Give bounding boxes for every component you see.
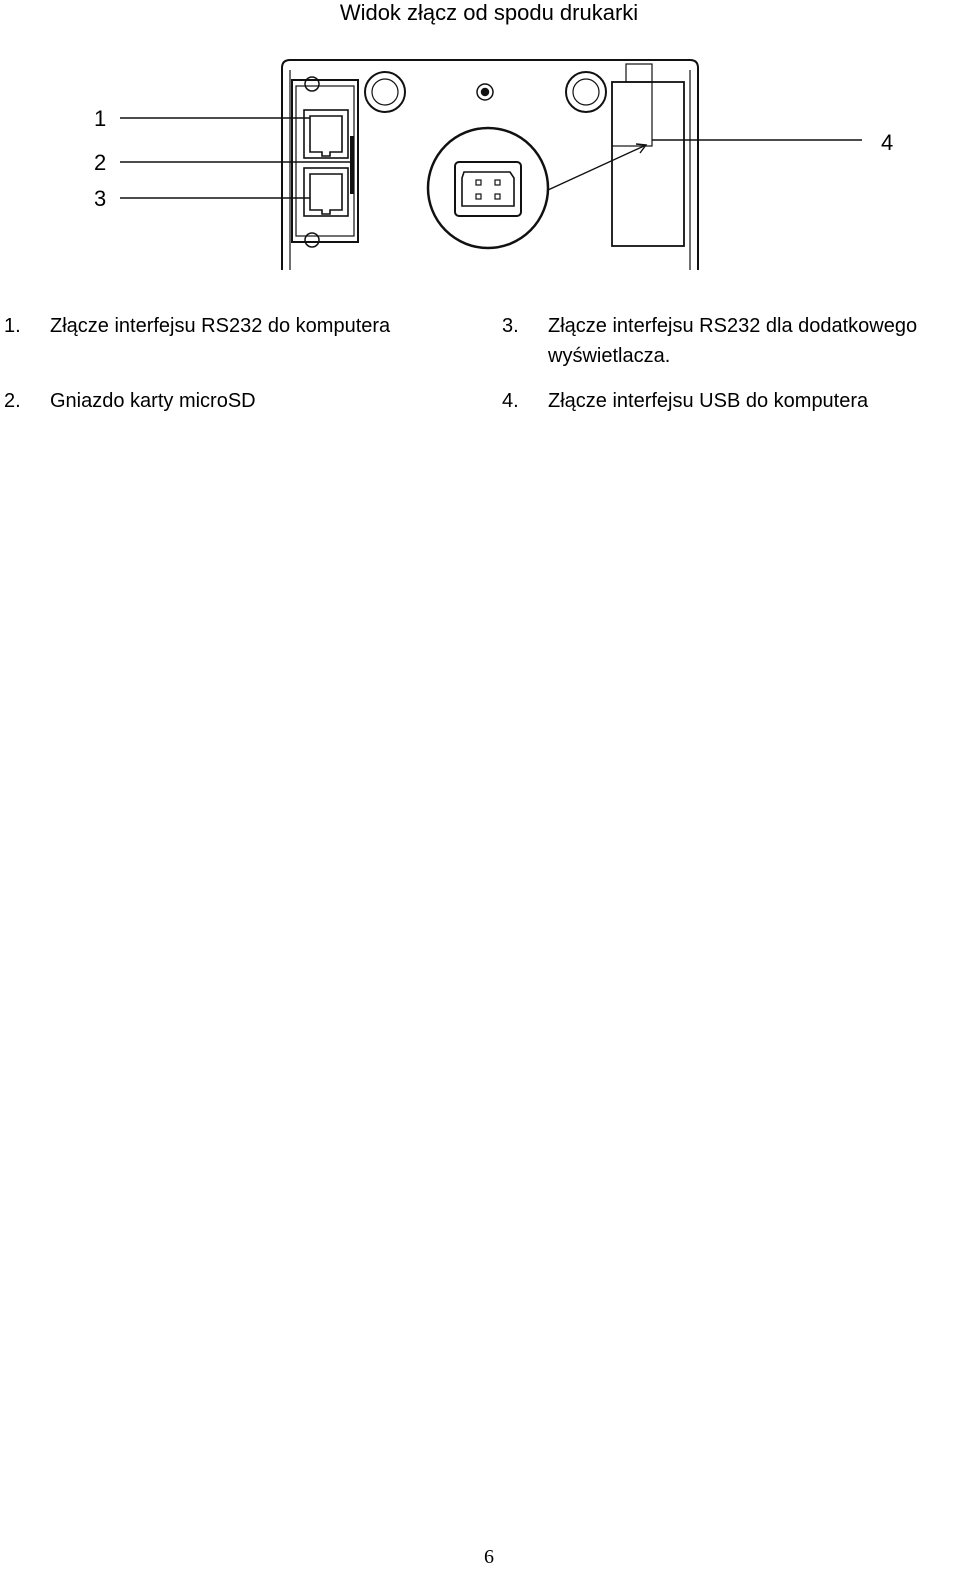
page-title: Widok złącz od spodu drukarki <box>339 0 639 25</box>
usb-port <box>428 128 548 248</box>
page-number: 6 <box>484 1546 494 1568</box>
legend-number: 2. <box>4 390 21 412</box>
legend-number: 3. <box>502 315 519 337</box>
callout-1: 1 <box>94 106 107 131</box>
mounting-hole-left <box>365 72 405 112</box>
mounting-hole-right <box>566 72 606 112</box>
callout-2: 2 <box>94 150 107 175</box>
legend-text: Złącze interfejsu RS232 do komputera <box>50 315 391 337</box>
printer-underside-drawing <box>0 30 960 300</box>
legend-text: Złącze interfejsu RS232 dla dodatkowego <box>548 315 918 337</box>
callout-4: 4 <box>881 130 894 155</box>
legend-number: 4. <box>502 390 519 412</box>
legend-number: 1. <box>4 315 21 337</box>
connector-diagram <box>0 30 960 300</box>
screw <box>477 84 493 100</box>
microsd-slot <box>350 136 354 194</box>
legend-text-continued: wyświetlacza. <box>548 345 671 367</box>
callout-3: 3 <box>94 186 107 211</box>
legend-text: Gniazdo karty microSD <box>50 390 256 412</box>
legend-text: Złącze interfejsu USB do komputera <box>548 390 869 412</box>
leader-lines <box>120 118 862 198</box>
